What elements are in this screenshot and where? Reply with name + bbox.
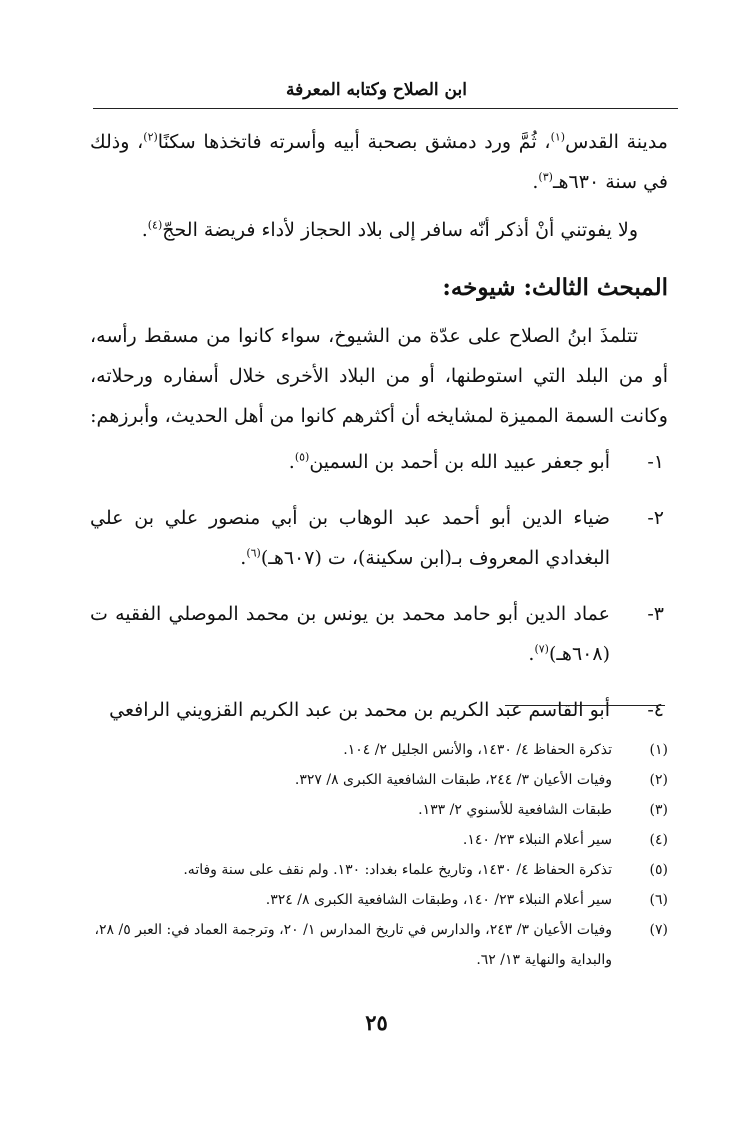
intro-paragraph — [90, 122, 668, 202]
footnote-ref[interactable]: (٢) — [143, 130, 158, 144]
footnote — [90, 885, 668, 915]
footnote-number: (٣) — [649, 802, 668, 818]
list-item-text: أبو القاسم عبد الكريم بن محمد بن عبد الكريم القزويني الرافعي — [109, 699, 610, 721]
footnote-text: وفيات الأعيان ٣/ ٢٤٤، طبقات الشافعية الكبرى ٨/ ٣٢٧. — [294, 772, 612, 788]
intro-text-2: ، ثُمَّ ورد دمشق بصحبة أبيه وأسرته فاتخذها سكنًا — [157, 131, 551, 153]
intro-text-4: . — [532, 171, 539, 193]
footnote — [90, 825, 668, 855]
list-item-close: . — [288, 451, 295, 473]
page-number: ٢٥ — [365, 1010, 388, 1035]
footnote-number: (٤) — [649, 832, 668, 848]
footnote — [90, 735, 668, 765]
list-item — [90, 442, 668, 482]
footnote — [90, 795, 668, 825]
footnote-number: (٢) — [649, 772, 668, 788]
list-number: ١- — [647, 451, 664, 473]
hajj-paragraph — [90, 210, 668, 250]
list-item-close: . — [240, 547, 247, 569]
footnote-ref[interactable]: (٥) — [294, 450, 310, 464]
hajj-text: ولا يفوتني أنْ أذكر أنّه سافر إلى بلاد الحجاز لأداء فريضة الحجّ — [162, 219, 638, 241]
footnote-number: (٧) — [649, 922, 668, 938]
list-item — [90, 594, 668, 674]
list-item-text: أبو جعفر عبيد الله بن أحمد بن السمين — [309, 451, 610, 473]
list-item-text: عماد الدين أبو حامد محمد بن يونس بن محمد الموصلي الفقيه ت (٦٠٨هـ) — [90, 603, 610, 665]
running-header: ابن الصلاح وكتابه المعرفة — [286, 80, 467, 100]
footnote-text: سير أعلام النبلاء ٢٣/ ١٤٠، وطبقات الشافعية الكبرى ٨/ ٣٢٤. — [265, 892, 612, 908]
footnote-text: تذكرة الحفاظ ٤/ ١٤٣٠، والأنس الجليل ٢/ ١٠٤. — [343, 742, 612, 758]
intro-text-3: ، وذلك في سنة ٦٣٠هـ — [90, 131, 668, 193]
footnote-text: تذكرة الحفاظ ٤/ ١٤٣٠، وتاريخ علماء بغداد: ١٣٠. ولم نقف على سنة وفاته. — [183, 862, 612, 878]
list-item-text: ضياء الدين أبو أحمد عبد الوهاب بن أبي منصور علي بن علي البغدادي المعروف بـ(ابن سكينة)، ت (٦٠٧هـ) — [90, 507, 610, 569]
hajj-close: . — [141, 219, 148, 241]
footnote-ref[interactable]: (٤) — [147, 218, 163, 232]
footnotes — [90, 735, 668, 975]
list-item-close: . — [528, 643, 535, 665]
list-item — [90, 498, 668, 578]
list-item — [90, 690, 668, 730]
footnote-separator — [505, 705, 665, 706]
section-heading: المبحث الثالث: شيوخه: — [442, 274, 668, 301]
footnote-ref[interactable]: (٦) — [246, 546, 261, 560]
list-number: ٢- — [647, 507, 664, 529]
footnote-ref[interactable]: (١) — [550, 130, 566, 144]
teachers-intro-paragraph: تتلمذَ ابنُ الصلاح على عدّة من الشيوخ، سواء كانوا من مسقط رأسه، أو من البلد التي استوطنها، أو من البلاد الأخرى خلال أسفاره ورحلاته، وكانت السمة المميزة لمشايخه أن أكثرهم كانوا من أهل الحديث، وأبرزهم: — [90, 325, 669, 427]
teachers-list — [90, 442, 668, 730]
footnote-number: (٦) — [649, 892, 668, 908]
footnote-number: (٥) — [649, 862, 668, 878]
list-number: ٣- — [647, 603, 664, 625]
list-number: ٤- — [647, 699, 664, 721]
footnote-ref[interactable]: (٣) — [538, 170, 553, 184]
footnote — [90, 855, 668, 885]
footnote — [90, 915, 668, 975]
footnote-text: وفيات الأعيان ٣/ ٢٤٣، والدارس في تاريخ المدارس ١/ ٢٠، وترجمة العماد في: العبر ٥/ ٢٨، والبداية والنهاية ١٣/ ٦٢. — [94, 922, 612, 968]
footnote-number: (١) — [649, 742, 668, 758]
intro-text-1: مدينة القدس — [565, 131, 668, 153]
footnote-text: سير أعلام النبلاء ٢٣/ ١٤٠. — [462, 832, 612, 848]
footnote-text: طبقات الشافعية للأسنوي ٢/ ١٣٣. — [418, 802, 612, 818]
header-rule — [93, 108, 678, 109]
footnote — [90, 765, 668, 795]
main-text — [90, 122, 668, 746]
footnote-ref[interactable]: (٧) — [534, 642, 549, 656]
